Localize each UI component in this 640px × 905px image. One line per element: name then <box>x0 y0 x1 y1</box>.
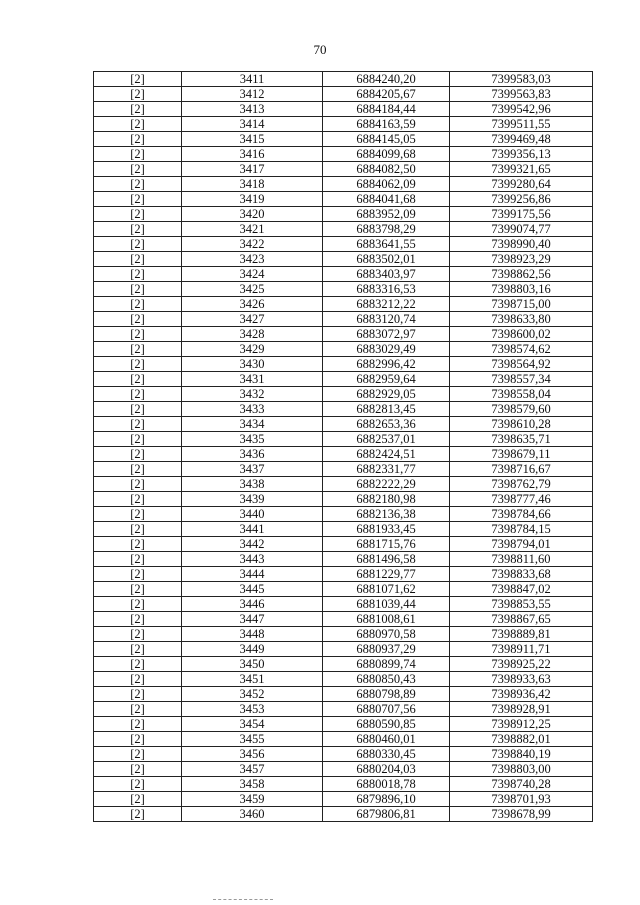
table-row <box>94 612 593 627</box>
point-number-cell: 3431 <box>182 372 323 387</box>
y-coordinate-cell: 7398811,60 <box>450 552 593 567</box>
point-number-cell: 3444 <box>182 567 323 582</box>
point-number-cell: 3420 <box>182 207 323 222</box>
table-row <box>94 252 593 267</box>
table-row <box>94 447 593 462</box>
zone-cell: [2] <box>94 567 182 582</box>
zone-cell: [2] <box>94 792 182 807</box>
zone-cell: [2] <box>94 732 182 747</box>
x-coordinate-cell: 6884205,67 <box>323 87 450 102</box>
table-row <box>94 327 593 342</box>
x-coordinate-cell: 6879896,10 <box>323 792 450 807</box>
x-coordinate-cell: 6883072,97 <box>323 327 450 342</box>
point-number-cell: 3436 <box>182 447 323 462</box>
point-number-cell: 3412 <box>182 87 323 102</box>
table-row <box>94 147 593 162</box>
point-number-cell: 3449 <box>182 642 323 657</box>
y-coordinate-cell: 7398911,71 <box>450 642 593 657</box>
table-row <box>94 522 593 537</box>
y-coordinate-cell: 7398833,68 <box>450 567 593 582</box>
point-number-cell: 3427 <box>182 312 323 327</box>
scan-mark <box>213 899 273 901</box>
point-number-cell: 3423 <box>182 252 323 267</box>
zone-cell: [2] <box>94 597 182 612</box>
table-row <box>94 597 593 612</box>
x-coordinate-cell: 6880937,29 <box>323 642 450 657</box>
y-coordinate-cell: 7398803,00 <box>450 762 593 777</box>
x-coordinate-cell: 6881071,62 <box>323 582 450 597</box>
zone-cell: [2] <box>94 492 182 507</box>
y-coordinate-cell: 7398803,16 <box>450 282 593 297</box>
zone-cell: [2] <box>94 612 182 627</box>
point-number-cell: 3433 <box>182 402 323 417</box>
x-coordinate-cell: 6883403,97 <box>323 267 450 282</box>
y-coordinate-cell: 7398853,55 <box>450 597 593 612</box>
x-coordinate-cell: 6883952,09 <box>323 207 450 222</box>
table-row <box>94 657 593 672</box>
point-number-cell: 3455 <box>182 732 323 747</box>
point-number-cell: 3458 <box>182 777 323 792</box>
x-coordinate-cell: 6881229,77 <box>323 567 450 582</box>
x-coordinate-cell: 6880330,45 <box>323 747 450 762</box>
y-coordinate-cell: 7399280,64 <box>450 177 593 192</box>
table-row <box>94 237 593 252</box>
zone-cell: [2] <box>94 102 182 117</box>
x-coordinate-cell: 6880018,78 <box>323 777 450 792</box>
x-coordinate-cell: 6884041,68 <box>323 192 450 207</box>
table-row <box>94 432 593 447</box>
table-row <box>94 192 593 207</box>
point-number-cell: 3460 <box>182 807 323 822</box>
x-coordinate-cell: 6880899,74 <box>323 657 450 672</box>
point-number-cell: 3418 <box>182 177 323 192</box>
y-coordinate-cell: 7398701,93 <box>450 792 593 807</box>
y-coordinate-cell: 7398923,29 <box>450 252 593 267</box>
x-coordinate-cell: 6881715,76 <box>323 537 450 552</box>
point-number-cell: 3456 <box>182 747 323 762</box>
point-number-cell: 3432 <box>182 387 323 402</box>
y-coordinate-cell: 7399356,13 <box>450 147 593 162</box>
point-number-cell: 3446 <box>182 597 323 612</box>
point-number-cell: 3454 <box>182 717 323 732</box>
x-coordinate-cell: 6882180,98 <box>323 492 450 507</box>
y-coordinate-cell: 7398889,81 <box>450 627 593 642</box>
x-coordinate-cell: 6880970,58 <box>323 627 450 642</box>
zone-cell: [2] <box>94 297 182 312</box>
y-coordinate-cell: 7398715,00 <box>450 297 593 312</box>
point-number-cell: 3448 <box>182 627 323 642</box>
table-row <box>94 222 593 237</box>
point-number-cell: 3442 <box>182 537 323 552</box>
table-row <box>94 507 593 522</box>
point-number-cell: 3450 <box>182 657 323 672</box>
x-coordinate-cell: 6880204,03 <box>323 762 450 777</box>
point-number-cell: 3422 <box>182 237 323 252</box>
point-number-cell: 3453 <box>182 702 323 717</box>
point-number-cell: 3425 <box>182 282 323 297</box>
zone-cell: [2] <box>94 672 182 687</box>
table-row <box>94 627 593 642</box>
point-number-cell: 3457 <box>182 762 323 777</box>
point-number-cell: 3429 <box>182 342 323 357</box>
x-coordinate-cell: 6884062,09 <box>323 177 450 192</box>
table-row <box>94 717 593 732</box>
zone-cell: [2] <box>94 462 182 477</box>
zone-cell: [2] <box>94 342 182 357</box>
zone-cell: [2] <box>94 477 182 492</box>
table-row <box>94 777 593 792</box>
table-row <box>94 807 593 822</box>
table-row <box>94 297 593 312</box>
point-number-cell: 3411 <box>182 72 323 87</box>
y-coordinate-cell: 7398558,04 <box>450 387 593 402</box>
point-number-cell: 3445 <box>182 582 323 597</box>
y-coordinate-cell: 7398867,65 <box>450 612 593 627</box>
table-row <box>94 417 593 432</box>
point-number-cell: 3419 <box>182 192 323 207</box>
point-number-cell: 3441 <box>182 522 323 537</box>
y-coordinate-cell: 7398862,56 <box>450 267 593 282</box>
zone-cell: [2] <box>94 762 182 777</box>
x-coordinate-cell: 6881039,44 <box>323 597 450 612</box>
x-coordinate-cell: 6884163,59 <box>323 117 450 132</box>
zone-cell: [2] <box>94 687 182 702</box>
y-coordinate-cell: 7398840,19 <box>450 747 593 762</box>
y-coordinate-cell: 7398635,71 <box>450 432 593 447</box>
zone-cell: [2] <box>94 147 182 162</box>
x-coordinate-cell: 6882813,45 <box>323 402 450 417</box>
x-coordinate-cell: 6883316,53 <box>323 282 450 297</box>
x-coordinate-cell: 6882929,05 <box>323 387 450 402</box>
point-number-cell: 3447 <box>182 612 323 627</box>
y-coordinate-cell: 7399074,77 <box>450 222 593 237</box>
table-row <box>94 87 593 102</box>
table-row <box>94 132 593 147</box>
y-coordinate-cell: 7398610,28 <box>450 417 593 432</box>
x-coordinate-cell: 6882653,36 <box>323 417 450 432</box>
table-row <box>94 687 593 702</box>
zone-cell: [2] <box>94 72 182 87</box>
y-coordinate-cell: 7398716,67 <box>450 462 593 477</box>
point-number-cell: 3426 <box>182 297 323 312</box>
y-coordinate-cell: 7398784,15 <box>450 522 593 537</box>
zone-cell: [2] <box>94 747 182 762</box>
table-row <box>94 387 593 402</box>
table-row <box>94 372 593 387</box>
zone-cell: [2] <box>94 237 182 252</box>
zone-cell: [2] <box>94 192 182 207</box>
zone-cell: [2] <box>94 552 182 567</box>
zone-cell: [2] <box>94 267 182 282</box>
x-coordinate-cell: 6880798,89 <box>323 687 450 702</box>
table-row <box>94 282 593 297</box>
zone-cell: [2] <box>94 387 182 402</box>
zone-cell: [2] <box>94 282 182 297</box>
zone-cell: [2] <box>94 777 182 792</box>
y-coordinate-cell: 7398579,60 <box>450 402 593 417</box>
table-row <box>94 312 593 327</box>
x-coordinate-cell: 6880707,56 <box>323 702 450 717</box>
x-coordinate-cell: 6883120,74 <box>323 312 450 327</box>
y-coordinate-cell: 7399583,03 <box>450 72 593 87</box>
x-coordinate-cell: 6882959,64 <box>323 372 450 387</box>
y-coordinate-cell: 7398784,66 <box>450 507 593 522</box>
x-coordinate-cell: 6881933,45 <box>323 522 450 537</box>
table-row <box>94 342 593 357</box>
table-row <box>94 762 593 777</box>
table-row <box>94 582 593 597</box>
point-number-cell: 3435 <box>182 432 323 447</box>
point-number-cell: 3413 <box>182 102 323 117</box>
zone-cell: [2] <box>94 222 182 237</box>
table-row <box>94 207 593 222</box>
y-coordinate-cell: 7398740,28 <box>450 777 593 792</box>
zone-cell: [2] <box>94 357 182 372</box>
point-number-cell: 3424 <box>182 267 323 282</box>
x-coordinate-cell: 6884145,05 <box>323 132 450 147</box>
x-coordinate-cell: 6882424,51 <box>323 447 450 462</box>
table-row <box>94 402 593 417</box>
x-coordinate-cell: 6879806,81 <box>323 807 450 822</box>
x-coordinate-cell: 6883212,22 <box>323 297 450 312</box>
x-coordinate-cell: 6881496,58 <box>323 552 450 567</box>
page-number: 70 <box>313 42 327 57</box>
zone-cell: [2] <box>94 717 182 732</box>
table-row <box>94 357 593 372</box>
point-number-cell: 3430 <box>182 357 323 372</box>
table-row <box>94 267 593 282</box>
y-coordinate-cell: 7398777,46 <box>450 492 593 507</box>
point-number-cell: 3440 <box>182 507 323 522</box>
zone-cell: [2] <box>94 432 182 447</box>
x-coordinate-cell: 6882136,38 <box>323 507 450 522</box>
zone-cell: [2] <box>94 657 182 672</box>
coordinates-table <box>93 71 593 822</box>
table-row <box>94 732 593 747</box>
point-number-cell: 3421 <box>182 222 323 237</box>
x-coordinate-cell: 6883029,49 <box>323 342 450 357</box>
table-row <box>94 702 593 717</box>
x-coordinate-cell: 6884184,44 <box>323 102 450 117</box>
y-coordinate-cell: 7398925,22 <box>450 657 593 672</box>
x-coordinate-cell: 6880460,01 <box>323 732 450 747</box>
table-row <box>94 672 593 687</box>
x-coordinate-cell: 6880850,43 <box>323 672 450 687</box>
y-coordinate-cell: 7398564,92 <box>450 357 593 372</box>
zone-cell: [2] <box>94 402 182 417</box>
y-coordinate-cell: 7398557,34 <box>450 372 593 387</box>
table-row <box>94 567 593 582</box>
table-row <box>94 162 593 177</box>
y-coordinate-cell: 7398990,40 <box>450 237 593 252</box>
table-row <box>94 462 593 477</box>
coordinates-table-body <box>94 72 593 822</box>
y-coordinate-cell: 7398574,62 <box>450 342 593 357</box>
zone-cell: [2] <box>94 177 182 192</box>
y-coordinate-cell: 7398847,02 <box>450 582 593 597</box>
point-number-cell: 3459 <box>182 792 323 807</box>
zone-cell: [2] <box>94 582 182 597</box>
y-coordinate-cell: 7398936,42 <box>450 687 593 702</box>
y-coordinate-cell: 7398912,25 <box>450 717 593 732</box>
point-number-cell: 3443 <box>182 552 323 567</box>
table-row <box>94 642 593 657</box>
y-coordinate-cell: 7398600,02 <box>450 327 593 342</box>
zone-cell: [2] <box>94 507 182 522</box>
zone-cell: [2] <box>94 372 182 387</box>
y-coordinate-cell: 7399256,86 <box>450 192 593 207</box>
zone-cell: [2] <box>94 537 182 552</box>
point-number-cell: 3451 <box>182 672 323 687</box>
point-number-cell: 3434 <box>182 417 323 432</box>
table-row <box>94 792 593 807</box>
zone-cell: [2] <box>94 627 182 642</box>
y-coordinate-cell: 7399542,96 <box>450 102 593 117</box>
table-row <box>94 177 593 192</box>
y-coordinate-cell: 7398679,11 <box>450 447 593 462</box>
y-coordinate-cell: 7398762,79 <box>450 477 593 492</box>
table-row <box>94 492 593 507</box>
x-coordinate-cell: 6882222,29 <box>323 477 450 492</box>
point-number-cell: 3452 <box>182 687 323 702</box>
x-coordinate-cell: 6884099,68 <box>323 147 450 162</box>
zone-cell: [2] <box>94 207 182 222</box>
y-coordinate-cell: 7399469,48 <box>450 132 593 147</box>
zone-cell: [2] <box>94 417 182 432</box>
x-coordinate-cell: 6884082,50 <box>323 162 450 177</box>
table-row <box>94 72 593 87</box>
y-coordinate-cell: 7398794,01 <box>450 537 593 552</box>
y-coordinate-cell: 7399511,55 <box>450 117 593 132</box>
zone-cell: [2] <box>94 117 182 132</box>
x-coordinate-cell: 6882331,77 <box>323 462 450 477</box>
y-coordinate-cell: 7398633,80 <box>450 312 593 327</box>
x-coordinate-cell: 6883502,01 <box>323 252 450 267</box>
zone-cell: [2] <box>94 87 182 102</box>
y-coordinate-cell: 7398933,63 <box>450 672 593 687</box>
table-row <box>94 477 593 492</box>
x-coordinate-cell: 6882537,01 <box>323 432 450 447</box>
table-row <box>94 537 593 552</box>
point-number-cell: 3428 <box>182 327 323 342</box>
x-coordinate-cell: 6884240,20 <box>323 72 450 87</box>
table-row <box>94 552 593 567</box>
y-coordinate-cell: 7398678,99 <box>450 807 593 822</box>
y-coordinate-cell: 7399321,65 <box>450 162 593 177</box>
zone-cell: [2] <box>94 312 182 327</box>
point-number-cell: 3414 <box>182 117 323 132</box>
x-coordinate-cell: 6883798,29 <box>323 222 450 237</box>
y-coordinate-cell: 7399175,56 <box>450 207 593 222</box>
x-coordinate-cell: 6883641,55 <box>323 237 450 252</box>
point-number-cell: 3417 <box>182 162 323 177</box>
table-row <box>94 117 593 132</box>
zone-cell: [2] <box>94 522 182 537</box>
x-coordinate-cell: 6881008,61 <box>323 612 450 627</box>
x-coordinate-cell: 6882996,42 <box>323 357 450 372</box>
table-row <box>94 102 593 117</box>
y-coordinate-cell: 7399563,83 <box>450 87 593 102</box>
zone-cell: [2] <box>94 252 182 267</box>
zone-cell: [2] <box>94 132 182 147</box>
point-number-cell: 3438 <box>182 477 323 492</box>
zone-cell: [2] <box>94 327 182 342</box>
point-number-cell: 3415 <box>182 132 323 147</box>
point-number-cell: 3439 <box>182 492 323 507</box>
point-number-cell: 3416 <box>182 147 323 162</box>
y-coordinate-cell: 7398928,91 <box>450 702 593 717</box>
zone-cell: [2] <box>94 447 182 462</box>
point-number-cell: 3437 <box>182 462 323 477</box>
x-coordinate-cell: 6880590,85 <box>323 717 450 732</box>
y-coordinate-cell: 7398882,01 <box>450 732 593 747</box>
table-row <box>94 747 593 762</box>
zone-cell: [2] <box>94 162 182 177</box>
zone-cell: [2] <box>94 807 182 822</box>
zone-cell: [2] <box>94 702 182 717</box>
zone-cell: [2] <box>94 642 182 657</box>
